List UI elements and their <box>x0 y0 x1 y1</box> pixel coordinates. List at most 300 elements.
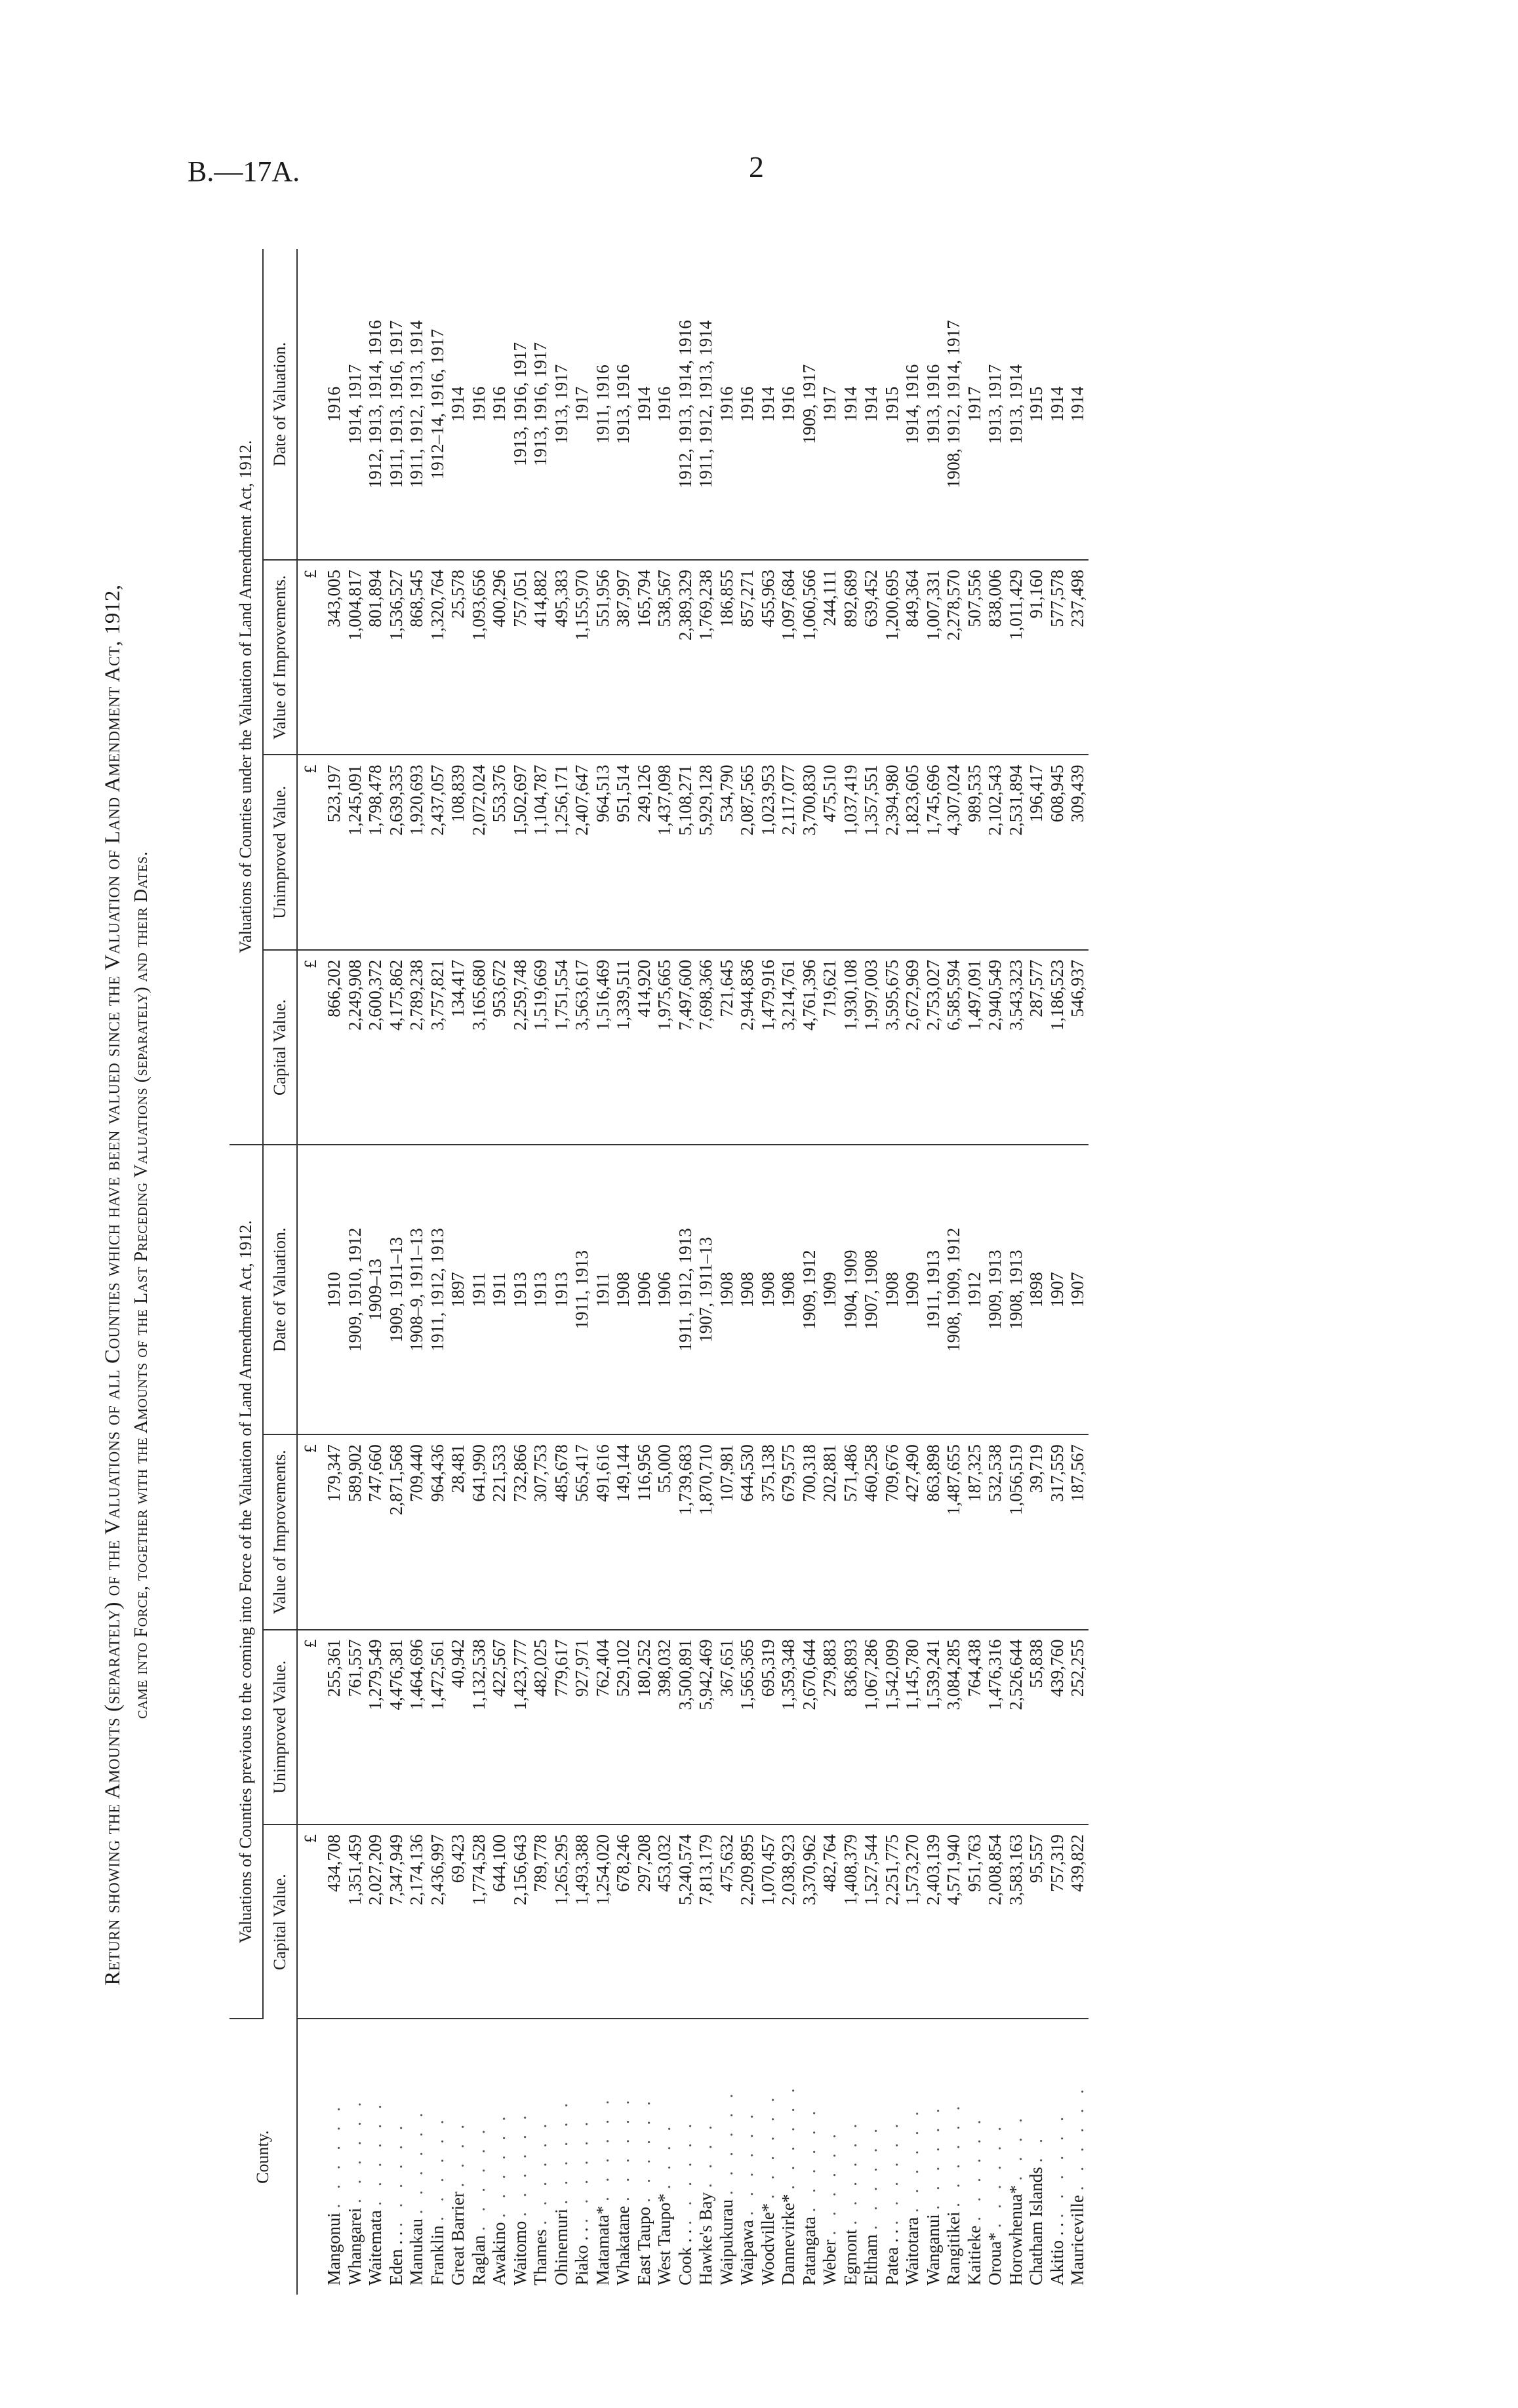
prev-valuation-date: 1897 <box>448 1145 469 1434</box>
prev-improvements-value: 317,559 <box>1047 1434 1068 1629</box>
county-cell <box>923 2019 944 2295</box>
new-valuation-date: 1908, 1912, 1914, 1917 <box>944 249 965 560</box>
new-improvements-value: 1,536,527 <box>386 560 407 755</box>
valuations-table <box>230 249 1089 2295</box>
new-capital-value: 2,259,748 <box>510 950 531 1145</box>
prev-unimproved-value: 367,651 <box>717 1630 738 1825</box>
table-title <box>98 236 156 2334</box>
prev-improvements-value: 532,538 <box>985 1434 1006 1629</box>
leader-dots: . . . . . . <box>881 2118 902 2225</box>
prev-capital-value: 644,100 <box>489 1825 510 2019</box>
new-capital-header: Capital Value. <box>263 950 297 1145</box>
leader-dots: . . . . . . <box>633 2096 654 2203</box>
new-valuation-date: 1914 <box>758 249 779 560</box>
county-name: Patangata <box>799 2217 819 2285</box>
new-valuation-date: 1911, 1912, 1913, 1914 <box>696 249 717 560</box>
leader-dots: . . . . . . <box>592 2095 612 2201</box>
county-name: Waipukurau <box>716 2199 736 2285</box>
new-improvements-value: 1,007,331 <box>923 560 944 755</box>
new-improvements-value: 1,769,238 <box>696 560 717 755</box>
prev-valuation-date: 1911 <box>593 1145 614 1434</box>
leader-dots: . . . . . . <box>468 2124 489 2231</box>
prev-capital-value: 2,403,139 <box>923 1825 944 2019</box>
new-valuation-date: 1916 <box>717 249 738 560</box>
prev-unimproved-value: 1,132,538 <box>469 1630 490 1825</box>
county-cell <box>902 2019 923 2295</box>
new-improvements-value: 801,894 <box>365 560 386 755</box>
new-improvements-value: 1,200,695 <box>882 560 903 755</box>
leader-dots: . . . . . . <box>324 2102 344 2209</box>
prev-capital-value: 475,632 <box>717 1825 738 2019</box>
prev-unimproved-header: Unimproved Value. <box>263 1630 297 1825</box>
prev-improvements-value: 1,870,710 <box>696 1434 717 1629</box>
new-capital-value: 3,563,617 <box>572 950 593 1145</box>
new-unimproved-value: 1,745,696 <box>923 755 944 949</box>
prev-capital-value: 2,436,997 <box>428 1825 449 2019</box>
new-valuation-date: 1913, 1917 <box>551 249 572 560</box>
leader-dots: . . . . . . <box>923 2103 943 2210</box>
prev-unimproved-value: 482,025 <box>530 1630 551 1825</box>
leader-dots: . . . . . . <box>778 2083 798 2190</box>
new-improvements-value: 1,155,970 <box>572 560 593 755</box>
prev-improvements-value: 644,530 <box>737 1434 758 1629</box>
prev-capital-value: 5,240,574 <box>675 1825 696 2019</box>
prev-capital-value: 7,813,179 <box>696 1825 717 2019</box>
prev-capital-value: 297,208 <box>634 1825 655 2019</box>
new-unimproved-value: 2,102,543 <box>985 755 1006 949</box>
new-valuation-date: 1914, 1917 <box>345 249 366 560</box>
prev-capital-value: 951,763 <box>965 1825 986 2019</box>
prev-valuation-date: 1911, 1912, 1913 <box>428 1145 449 1434</box>
table-row <box>613 249 634 2295</box>
county-cell <box>841 2019 862 2295</box>
new-capital-value: 2,940,549 <box>985 950 1006 1145</box>
new-valuation-date: 1916 <box>469 249 490 560</box>
new-valuation-date: 1914 <box>1047 249 1068 560</box>
new-valuation-date: 1911, 1912, 1913, 1914 <box>407 249 428 560</box>
new-valuation-date: 1916 <box>324 249 345 560</box>
new-improvements-value: 2,278,570 <box>944 560 965 755</box>
county-name: Waipawa <box>737 2220 757 2285</box>
new-capital-value: 287,577 <box>1026 950 1047 1145</box>
table-row <box>944 249 965 2295</box>
county-cell <box>1068 2019 1089 2295</box>
table-row <box>985 249 1006 2295</box>
new-valuation-date: 1916 <box>489 249 510 560</box>
new-valuation-date: 1912, 1913, 1914, 1916 <box>365 249 386 560</box>
prev-unimproved-value: 529,102 <box>613 1630 634 1825</box>
prev-improvements-value: 565,417 <box>572 1434 593 1629</box>
county-name: Chatham Islands <box>1026 2167 1046 2285</box>
new-capital-value: 1,751,554 <box>551 950 572 1145</box>
currency-symbol: £ <box>297 1825 324 2019</box>
table-row <box>407 249 428 2295</box>
new-improvements-value: 91,160 <box>1026 560 1047 755</box>
prev-unimproved-value: 1,359,348 <box>778 1630 799 1825</box>
new-capital-value: 3,165,680 <box>469 950 490 1145</box>
county-cell <box>778 2019 799 2295</box>
county-name: West Taupo* <box>654 2193 674 2285</box>
leader-dots: . . . . . . <box>840 2118 860 2225</box>
new-improvements-value: 1,004,817 <box>345 560 366 755</box>
county-name: Matamata* <box>592 2205 612 2285</box>
new-valuation-date: 1914 <box>634 249 655 560</box>
prev-unimproved-value: 279,883 <box>820 1630 841 1825</box>
county-header: County. <box>230 2019 297 2295</box>
county-cell <box>324 2019 345 2295</box>
new-capital-value: 1,497,091 <box>965 950 986 1145</box>
prev-improvements-value: 2,871,568 <box>386 1434 407 1629</box>
county-name: Egmont <box>840 2229 860 2285</box>
new-unimproved-value: 964,513 <box>593 755 614 949</box>
new-unimproved-value: 2,531,894 <box>1006 755 1027 949</box>
prev-valuation-date: 1909, 1913 <box>985 1145 1006 1434</box>
rotated-table-page <box>98 236 1449 2334</box>
leader-dots: . . . . . . <box>799 2106 819 2213</box>
prev-valuation-date: 1909, 1911–13 <box>386 1145 407 1434</box>
prev-unimproved-value: 5,942,469 <box>696 1630 717 1825</box>
new-capital-value: 4,761,396 <box>799 950 820 1145</box>
new-valuation-date: 1913, 1917 <box>985 249 1006 560</box>
prev-capital-value: 453,032 <box>654 1825 675 2019</box>
new-improvements-value: 387,997 <box>613 560 634 755</box>
new-improvements-value: 868,545 <box>407 560 428 755</box>
prev-unimproved-value: 779,617 <box>551 1630 572 1825</box>
prev-improvements-value: 709,676 <box>882 1434 903 1629</box>
leader-dots: . . . . <box>654 2121 674 2190</box>
new-capital-value: 1,997,003 <box>861 950 882 1145</box>
new-valuation-date: 1911, 1916 <box>593 249 614 560</box>
prev-capital-value: 1,351,459 <box>345 1825 366 2019</box>
new-improvements-value: 577,578 <box>1047 560 1068 755</box>
table-row <box>778 249 799 2295</box>
new-valuation-date: 1915 <box>1026 249 1047 560</box>
county-name: Wanganui <box>923 2214 943 2285</box>
new-capital-value: 2,672,969 <box>902 950 923 1145</box>
prev-improvements-value: 116,956 <box>634 1434 655 1629</box>
leader-dots: . . . . . . <box>365 2099 385 2206</box>
county-name: Akitio . . <box>1047 2222 1067 2285</box>
county-cell <box>386 2019 407 2295</box>
prev-valuation-date: 1911, 1913 <box>572 1145 593 1434</box>
new-unimproved-value: 2,072,024 <box>469 755 490 949</box>
prev-improvements-value: 107,981 <box>717 1434 738 1629</box>
new-capital-value: 953,672 <box>489 950 510 1145</box>
new-unimproved-header: Unimproved Value. <box>263 755 297 949</box>
prev-unimproved-value: 1,279,549 <box>365 1630 386 1825</box>
prev-unimproved-value: 255,361 <box>324 1630 345 1825</box>
prev-valuation-date: 1911 <box>469 1145 490 1434</box>
prev-capital-value: 678,246 <box>613 1825 634 2019</box>
prev-valuation-date: 1908 <box>737 1145 758 1434</box>
new-unimproved-value: 1,037,419 <box>841 755 862 949</box>
prev-valuation-date: 1908 <box>717 1145 738 1434</box>
prev-unimproved-value: 40,942 <box>448 1630 469 1825</box>
new-unimproved-value: 1,920,693 <box>407 755 428 949</box>
county-cell <box>448 2019 469 2295</box>
county-name: Rangitikei <box>944 2211 963 2285</box>
prev-capital-value: 3,583,163 <box>1006 1825 1027 2019</box>
new-capital-value: 4,175,862 <box>386 950 407 1145</box>
prev-unimproved-value: 927,971 <box>572 1630 593 1825</box>
table-row <box>923 249 944 2295</box>
county-name: Hawke's Bay <box>696 2192 715 2285</box>
prev-unimproved-value: 1,565,365 <box>737 1630 758 1825</box>
prev-valuation-date: 1908–9, 1911–13 <box>407 1145 428 1434</box>
prev-valuation-date: 1911, 1912, 1913 <box>675 1145 696 1434</box>
table-row <box>882 249 903 2295</box>
new-capital-value: 414,920 <box>634 950 655 1145</box>
prev-improvements-value: 700,318 <box>799 1434 820 1629</box>
prev-valuation-date: 1907, 1911–13 <box>696 1145 717 1434</box>
prev-unimproved-value: 422,567 <box>489 1630 510 1825</box>
county-cell <box>675 2019 696 2295</box>
new-improvements-value: 1,320,764 <box>428 560 449 755</box>
new-improvements-value: 1,011,429 <box>1006 560 1027 755</box>
prev-valuation-date: 1909, 1912 <box>799 1145 820 1434</box>
prev-capital-value: 7,347,949 <box>386 1825 407 2019</box>
currency-symbol: £ <box>297 755 324 949</box>
prev-unimproved-value: 2,526,644 <box>1006 1630 1027 1825</box>
prev-capital-value: 757,319 <box>1047 1825 1068 2019</box>
new-capital-value: 1,516,469 <box>593 950 614 1145</box>
new-improvements-value: 495,383 <box>551 560 572 755</box>
county-name: Oroua* <box>985 2232 1005 2285</box>
prev-capital-value: 1,070,457 <box>758 1825 779 2019</box>
table-row <box>634 249 655 2295</box>
prev-valuation-date: 1911, 1913 <box>923 1145 944 1434</box>
county-cell <box>737 2019 758 2295</box>
new-unimproved-value: 2,087,565 <box>737 755 758 949</box>
county-cell <box>469 2019 490 2295</box>
new-unimproved-value: 249,126 <box>634 755 655 949</box>
new-capital-value: 2,944,836 <box>737 950 758 1145</box>
prev-improvements-value: 202,881 <box>820 1434 841 1629</box>
prev-capital-value: 434,708 <box>324 1825 345 2019</box>
new-improvements-value: 343,005 <box>324 560 345 755</box>
new-unimproved-value: 1,357,551 <box>861 755 882 949</box>
table-row <box>1006 249 1027 2295</box>
page-number: 2 <box>749 150 764 184</box>
new-capital-value: 1,339,511 <box>613 950 634 1145</box>
new-improvements-value: 400,296 <box>489 560 510 755</box>
leader-dots: . . . . . . <box>944 2101 963 2207</box>
prev-improvements-value: 1,487,655 <box>944 1434 965 1629</box>
county-cell <box>489 2019 510 2295</box>
county-cell <box>965 2019 986 2295</box>
county-name: Ohinemuri <box>551 2209 571 2285</box>
new-capital-value: 3,543,323 <box>1006 950 1027 1145</box>
prev-capital-value: 789,778 <box>530 1825 551 2019</box>
new-capital-value: 866,202 <box>324 950 345 1145</box>
county-cell <box>1026 2019 1047 2295</box>
county-name: Waitotara <box>902 2217 922 2285</box>
new-unimproved-value: 5,108,271 <box>675 755 696 949</box>
new-unimproved-value: 2,437,057 <box>428 755 449 949</box>
prev-unimproved-value: 439,760 <box>1047 1630 1068 1825</box>
new-improvements-value: 507,556 <box>965 560 986 755</box>
new-valuation-date: 1916 <box>654 249 675 560</box>
county-cell <box>1006 2019 1027 2295</box>
leader-dots: . . . . . . <box>572 2116 591 2223</box>
table-body <box>297 249 1089 2295</box>
county-name: Raglan <box>468 2235 489 2285</box>
county-cell <box>758 2019 779 2295</box>
new-unimproved-value: 5,929,128 <box>696 755 717 949</box>
prev-valuation-date: 1912 <box>965 1145 986 1434</box>
prev-capital-value: 1,254,020 <box>593 1825 614 2019</box>
leader-dots: . . . . . . <box>613 2095 633 2201</box>
new-unimproved-value: 309,439 <box>1068 755 1089 949</box>
county-name: Mauriceville <box>1068 2195 1087 2285</box>
prev-unimproved-value: 4,476,381 <box>386 1630 407 1825</box>
new-capital-value: 134,417 <box>448 950 469 1145</box>
table-row <box>696 249 717 2295</box>
county-cell <box>799 2019 820 2295</box>
new-capital-value: 1,186,523 <box>1047 950 1068 1145</box>
prev-improvements-value: 571,486 <box>841 1434 862 1629</box>
prev-improvements-value: 375,138 <box>758 1434 779 1629</box>
new-capital-value: 2,753,027 <box>923 950 944 1145</box>
new-valuation-date: 1913, 1916, 1917 <box>530 249 551 560</box>
county-name: Great Barrier <box>448 2191 468 2285</box>
new-valuation-date: 1912–14, 1916, 1917 <box>428 249 449 560</box>
county-name: Patea . . <box>881 2229 902 2285</box>
county-cell <box>820 2019 841 2295</box>
prev-improvements-value: 39,719 <box>1026 1434 1047 1629</box>
prev-valuation-date: 1906 <box>654 1145 675 1434</box>
prev-valuation-date: 1909–13 <box>365 1145 386 1434</box>
prev-improvements-value: 427,490 <box>902 1434 923 1629</box>
prev-valuation-date: 1911 <box>489 1145 510 1434</box>
prev-capital-value: 95,557 <box>1026 1825 1047 2019</box>
prev-unimproved-value: 2,670,644 <box>799 1630 820 1825</box>
new-improvements-value: 237,498 <box>1068 560 1089 755</box>
prev-capital-value: 3,370,962 <box>799 1825 820 2019</box>
county-name: Piako . . <box>572 2227 591 2285</box>
new-improvements-value: 551,956 <box>593 560 614 755</box>
new-valuation-date: 1909, 1917 <box>799 249 820 560</box>
table-row <box>469 249 490 2295</box>
prev-valuation-date: 1908 <box>758 1145 779 1434</box>
leader-dots: . . . . <box>696 2120 715 2188</box>
new-unimproved-value: 4,307,024 <box>944 755 965 949</box>
new-valuation-date: 1914 <box>841 249 862 560</box>
prev-improvements-value: 187,325 <box>965 1434 986 1629</box>
county-cell <box>861 2019 882 2295</box>
prev-valuation-date: 1907, 1908 <box>861 1145 882 1434</box>
new-capital-value: 6,585,594 <box>944 950 965 1145</box>
new-valuation-date: 1914 <box>861 249 882 560</box>
prev-valuation-date: 1908, 1913 <box>1006 1145 1027 1434</box>
new-improvements-value: 244,111 <box>820 560 841 755</box>
new-valuation-date: 1914 <box>448 249 469 560</box>
prev-capital-value: 69,423 <box>448 1825 469 2019</box>
prev-capital-value: 2,209,895 <box>737 1825 758 2019</box>
new-unimproved-value: 475,510 <box>820 755 841 949</box>
title-line-1: Return showing the Amounts (separately) of the Valuations of all Counties which have been valued since the Valuation of Land Amendment Act, 1912, <box>101 584 125 1986</box>
county-name: Horowhenua* <box>1005 2185 1026 2285</box>
county-cell <box>530 2019 551 2295</box>
prev-unimproved-value: 252,255 <box>1068 1630 1089 1825</box>
table-row <box>593 249 614 2295</box>
prev-improvements-value: 187,567 <box>1068 1434 1089 1629</box>
table-row <box>530 249 551 2295</box>
county-name: Whakatane <box>613 2205 633 2285</box>
county-cell <box>654 2019 675 2295</box>
table-row <box>861 249 882 2295</box>
new-unimproved-value: 2,639,335 <box>386 755 407 949</box>
new-improvements-value: 455,963 <box>758 560 779 755</box>
new-unimproved-value: 1,798,478 <box>365 755 386 949</box>
leader-dots: . . . . . . <box>757 2092 778 2199</box>
prev-unimproved-value: 3,500,891 <box>675 1630 696 1825</box>
table-row <box>365 249 386 2295</box>
county-cell <box>944 2019 965 2295</box>
new-improvements-value: 2,389,329 <box>675 560 696 755</box>
prev-improvements-value: 179,347 <box>324 1434 345 1629</box>
new-improvements-value: 849,364 <box>902 560 923 755</box>
new-capital-value: 7,497,600 <box>675 950 696 1145</box>
new-improvements-value: 1,060,566 <box>799 560 820 755</box>
new-unimproved-value: 534,790 <box>717 755 738 949</box>
new-capital-value: 3,214,761 <box>778 950 799 1145</box>
new-capital-value: 1,930,108 <box>841 950 862 1145</box>
new-unimproved-value: 608,945 <box>1047 755 1068 949</box>
prev-date-header: Date of Valuation. <box>263 1145 297 1434</box>
new-capital-value: 3,757,821 <box>428 950 449 1145</box>
table-row <box>965 249 986 2295</box>
new-unimproved-value: 553,376 <box>489 755 510 949</box>
new-unimproved-value: 1,104,787 <box>530 755 551 949</box>
prev-improvements-value: 28,481 <box>448 1434 469 1629</box>
new-valuation-date: 1917 <box>820 249 841 560</box>
leader-dots: . . . . . . <box>509 2110 530 2217</box>
county-cell <box>365 2019 386 2295</box>
new-valuation-date: 1914, 1916 <box>902 249 923 560</box>
prev-unimproved-value: 1,067,286 <box>861 1630 882 1825</box>
new-unimproved-value: 196,417 <box>1026 755 1047 949</box>
leader-dots: . . . . . . <box>964 2114 984 2221</box>
prev-improvements-value: 709,440 <box>407 1434 428 1629</box>
prev-unimproved-value: 180,252 <box>634 1630 655 1825</box>
new-improvements-value: 757,051 <box>510 560 531 755</box>
prev-valuation-date: 1908 <box>613 1145 634 1434</box>
county-cell <box>572 2019 593 2295</box>
prev-improvements-value: 460,258 <box>861 1434 882 1629</box>
prev-capital-value: 1,265,295 <box>551 1825 572 2019</box>
prev-unimproved-value: 695,319 <box>758 1630 779 1825</box>
table-row <box>902 249 923 2295</box>
county-name: Waitomo <box>509 2220 530 2285</box>
new-capital-value: 2,789,238 <box>407 950 428 1145</box>
prev-unimproved-value: 1,539,241 <box>923 1630 944 1825</box>
new-unimproved-value: 1,437,098 <box>654 755 675 949</box>
county-cell <box>634 2019 655 2295</box>
leader-dots: . . . . . . <box>1068 2084 1087 2191</box>
leader-dots: . . . . . . <box>427 2114 447 2221</box>
prev-valuation-date: 1907 <box>1068 1145 1089 1434</box>
leader-dots: . . . . . . <box>985 2122 1005 2228</box>
table-row <box>737 249 758 2295</box>
new-valuation-date: 1913, 1914 <box>1006 249 1027 560</box>
county-name: Woodville* <box>757 2203 778 2285</box>
table-row <box>841 249 862 2295</box>
leader-dots: . . <box>1026 2133 1046 2163</box>
county-name: Cook . . <box>675 2229 695 2285</box>
new-unimproved-value: 1,502,697 <box>510 755 531 949</box>
prev-valuation-date: 1908, 1909, 1912 <box>944 1145 965 1434</box>
